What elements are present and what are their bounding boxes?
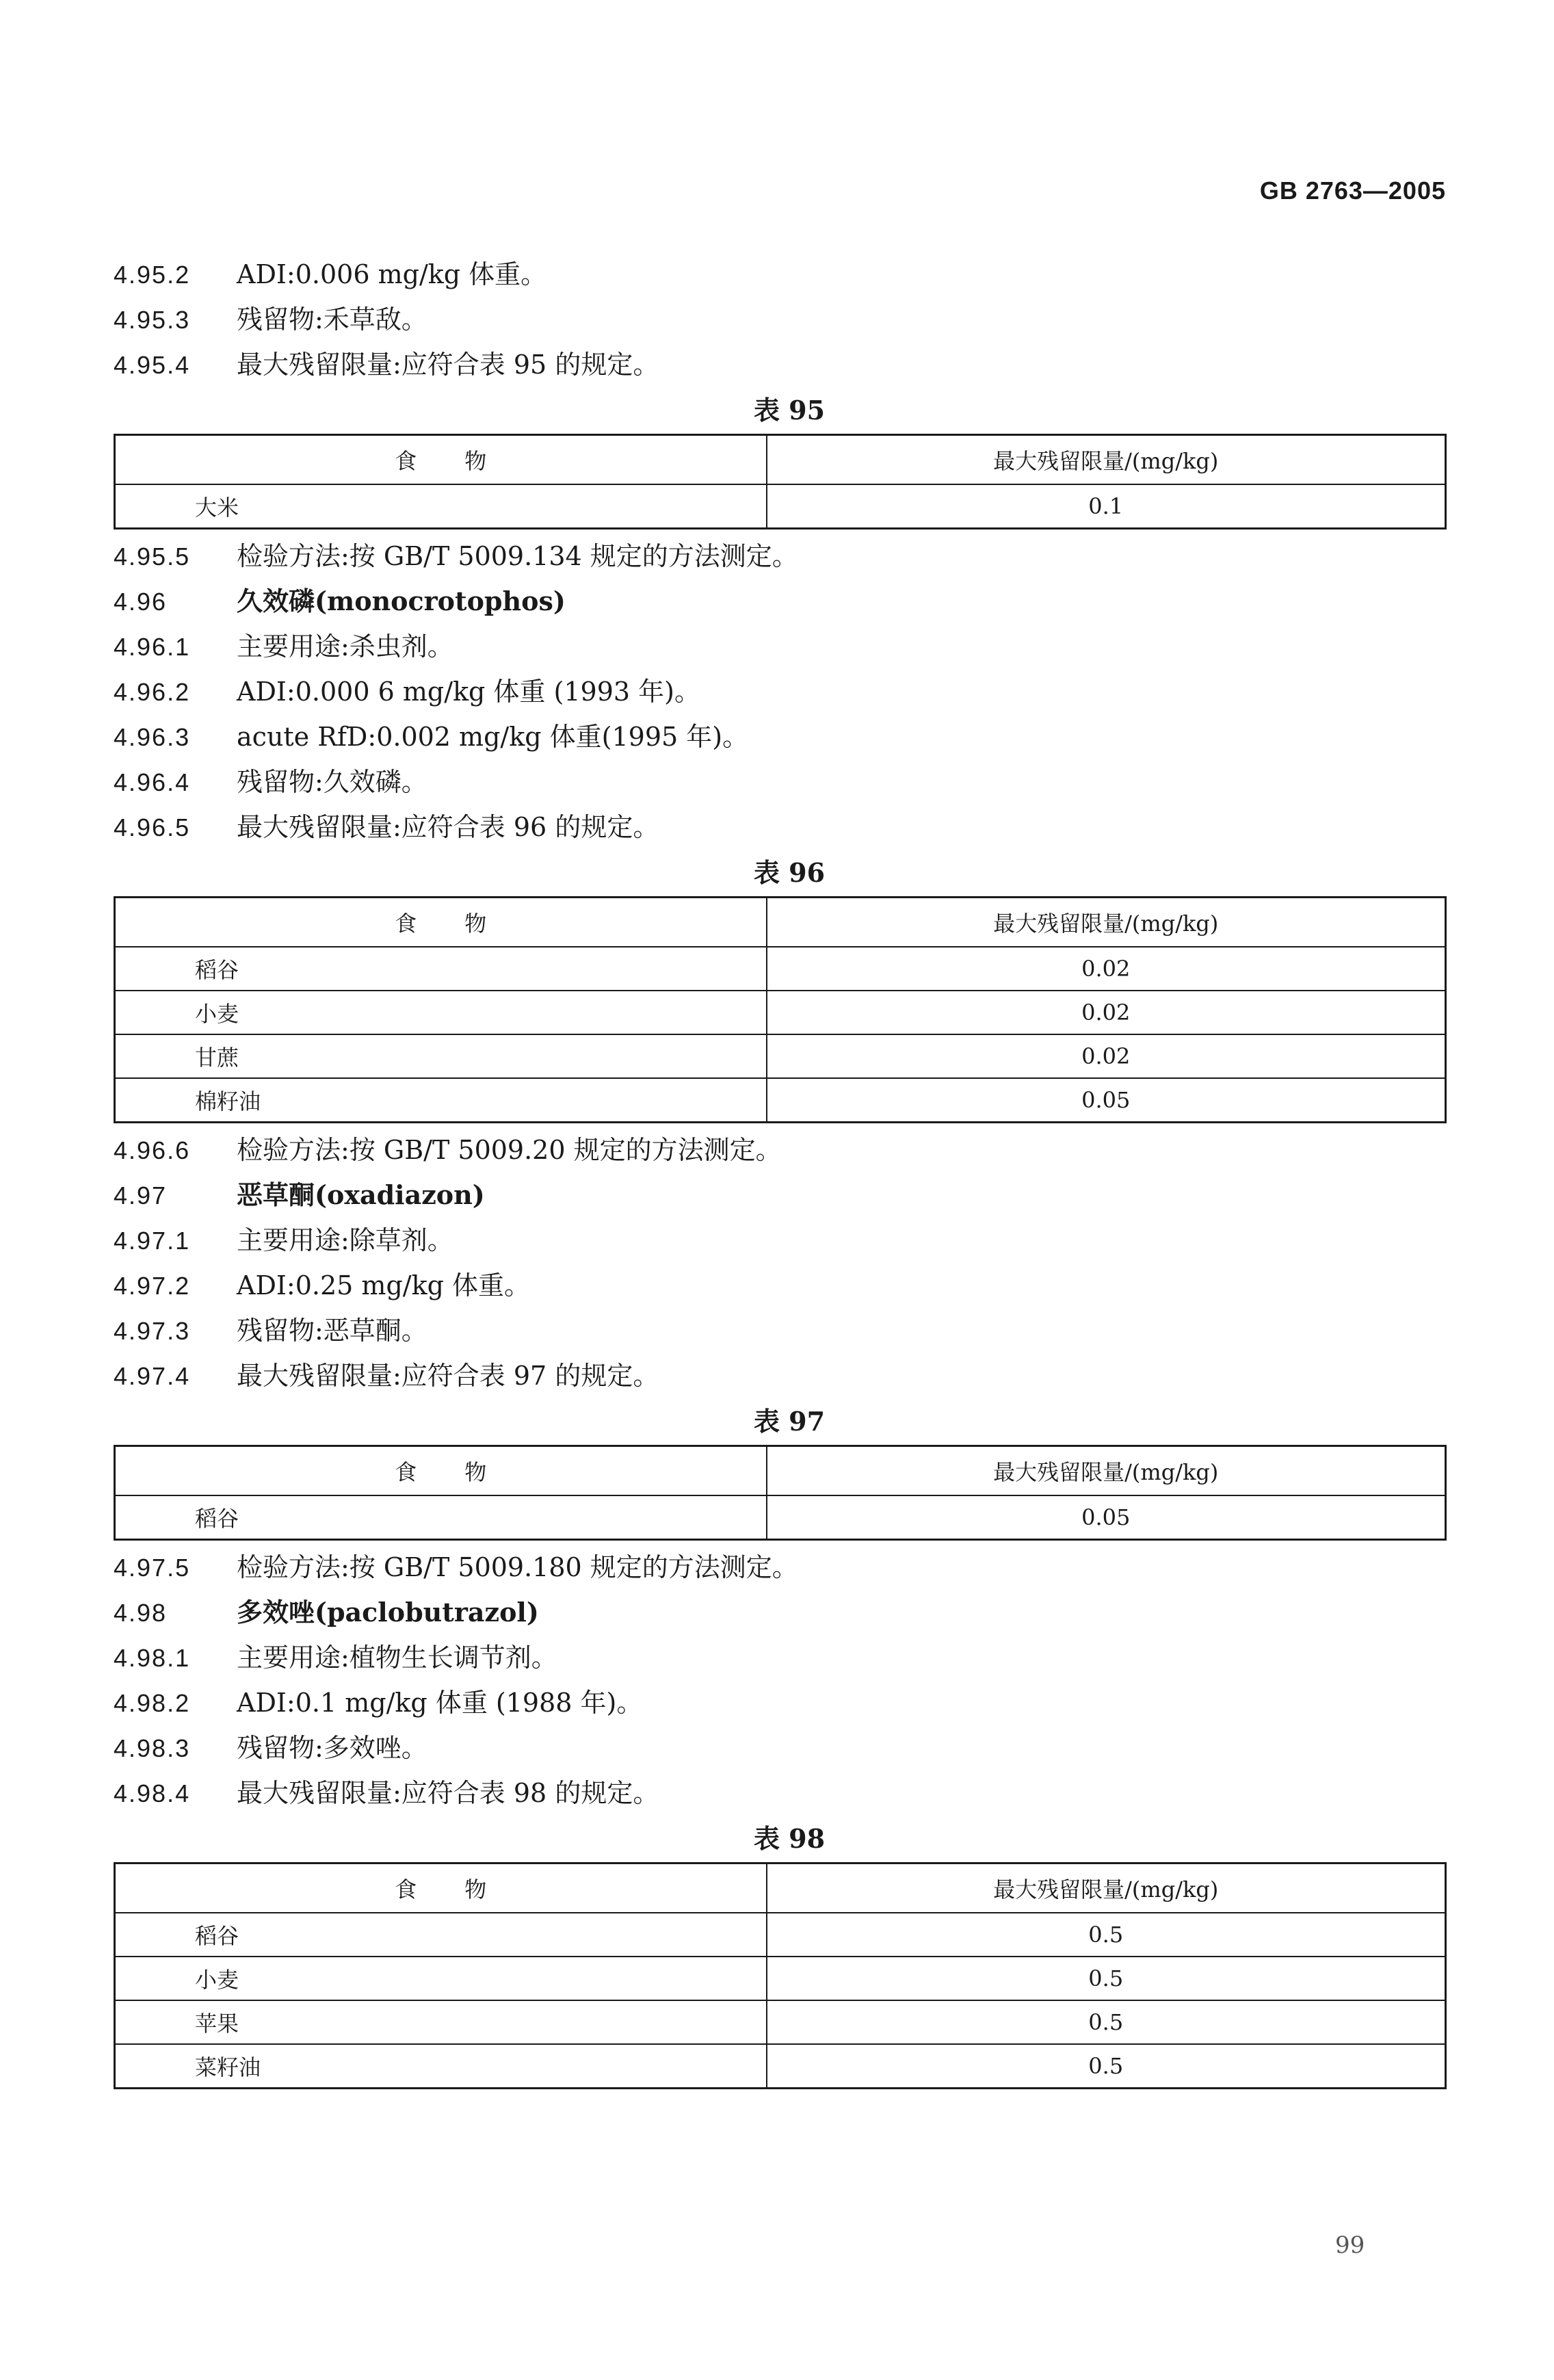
section-number: 4.97 [114, 1181, 168, 1209]
clause-text: 检验方法:按 GB/T 5009.134 规定的方法测定。 [237, 541, 798, 571]
limit-cell: 0.02 [767, 1034, 1446, 1078]
section-heading [114, 1173, 1445, 1218]
table-98-title: 表 98 [753, 1823, 826, 1854]
clause-line [114, 1635, 1445, 1680]
food-column-header: 食物 [115, 435, 767, 485]
clause-number: 4.97.3 [114, 1317, 191, 1345]
clause-number: 4.96.4 [114, 768, 191, 796]
table-row [115, 2000, 1446, 2044]
limit-column-header: 最大残留限量/(mg/kg) [767, 435, 1446, 485]
clause-text: acute RfD:0.002 mg/kg 体重(1995 年)。 [237, 722, 749, 752]
clause-text: 主要用途:杀虫剂。 [237, 631, 453, 662]
table-row [115, 1913, 1446, 1957]
limit-cell: 0.5 [767, 1957, 1446, 2000]
food-cell: 稻谷 [115, 1495, 767, 1540]
table-97-title: 表 97 [753, 1406, 826, 1437]
table-row [115, 1495, 1446, 1540]
clause-line [114, 1127, 1445, 1173]
clause-line [114, 1353, 1445, 1398]
standard-header: GB 2763—2005 [1259, 176, 1446, 205]
food-cell: 小麦 [115, 991, 767, 1034]
clause-text: 残留物:禾草敌。 [237, 304, 427, 335]
clause-text: 残留物:多效唑。 [237, 1733, 427, 1763]
limit-cell: 0.5 [767, 2000, 1446, 2044]
table-96-title: 表 96 [753, 857, 826, 888]
table-98 [114, 1862, 1447, 2089]
clause-line [114, 759, 1445, 805]
limit-cell: 0.1 [767, 484, 1446, 529]
limit-cell: 0.05 [767, 1495, 1446, 1540]
clause-text: 主要用途:除草剂。 [237, 1225, 453, 1255]
clause-text: ADI:0.1 mg/kg 体重 (1988 年)。 [237, 1688, 643, 1718]
clause-line [114, 669, 1445, 714]
food-cell: 菜籽油 [115, 2044, 767, 2089]
document-body [114, 252, 1445, 2093]
clause-text: 残留物:恶草酮。 [237, 1316, 427, 1346]
clause-number: 4.95.3 [114, 306, 191, 334]
limit-cell: 0.5 [767, 2044, 1446, 2089]
table-header-row [115, 1864, 1446, 1913]
clause-number: 4.96.6 [114, 1136, 191, 1164]
clause-line [114, 252, 1445, 297]
clause-text: 最大残留限量:应符合表 96 的规定。 [237, 812, 659, 842]
table-97 [114, 1445, 1447, 1541]
food-cell: 甘蔗 [115, 1034, 767, 1078]
clause-line [114, 1680, 1445, 1725]
table-95 [114, 434, 1447, 529]
table-header-row [115, 435, 1446, 485]
clause-number: 4.96.1 [114, 633, 191, 661]
clause-number: 4.97.2 [114, 1272, 191, 1300]
food-cell: 苹果 [115, 2000, 767, 2044]
clause-line [114, 624, 1445, 669]
clause-number: 4.98.2 [114, 1689, 191, 1717]
clause-text: 检验方法:按 GB/T 5009.20 规定的方法测定。 [237, 1135, 782, 1165]
food-column-header: 食物 [115, 1864, 767, 1913]
food-cell: 棉籽油 [115, 1078, 767, 1123]
clause-line [114, 534, 1445, 579]
food-cell: 稻谷 [115, 947, 767, 991]
section-number: 4.96 [114, 588, 168, 616]
clause-line [114, 1770, 1445, 1816]
section-title: 多效唑(paclobutrazol) [237, 1597, 539, 1627]
limit-column-header: 最大残留限量/(mg/kg) [767, 1864, 1446, 1913]
clause-line [114, 1725, 1445, 1770]
clause-number: 4.97.1 [114, 1227, 191, 1255]
table-row [115, 2044, 1446, 2089]
clause-text: ADI:0.25 mg/kg 体重。 [237, 1270, 531, 1300]
limit-column-header: 最大残留限量/(mg/kg) [767, 898, 1446, 947]
clause-text: 主要用途:植物生长调节剂。 [237, 1643, 557, 1673]
clause-number: 4.95.4 [114, 351, 191, 379]
clause-number: 4.95.5 [114, 542, 191, 571]
table-header-row [115, 1446, 1446, 1496]
clause-line [114, 714, 1445, 759]
limit-column-header: 最大残留限量/(mg/kg) [767, 1446, 1446, 1496]
clause-line [114, 1545, 1445, 1590]
table-row [115, 991, 1446, 1034]
clause-text: ADI:0.006 mg/kg 体重。 [237, 259, 547, 289]
table-row [115, 1957, 1446, 2000]
clause-line [114, 342, 1445, 387]
clause-number: 4.98.3 [114, 1734, 191, 1762]
section-number: 4.98 [114, 1599, 168, 1627]
clause-line [114, 1263, 1445, 1308]
clause-line [114, 1308, 1445, 1353]
clause-number: 4.96.3 [114, 723, 191, 751]
clause-line [114, 1218, 1445, 1263]
clause-number: 4.96.2 [114, 678, 191, 706]
section-title: 恶草酮(oxadiazon) [237, 1179, 485, 1210]
clause-line [114, 297, 1445, 342]
food-column-header: 食物 [115, 1446, 767, 1496]
section-heading [114, 1590, 1445, 1635]
table-row [115, 1078, 1446, 1123]
clause-number: 4.98.1 [114, 1644, 191, 1672]
clause-number: 4.98.4 [114, 1779, 191, 1807]
clause-text: 最大残留限量:应符合表 95 的规定。 [237, 350, 659, 380]
clause-number: 4.97.4 [114, 1362, 191, 1390]
clause-text: ADI:0.000 6 mg/kg 体重 (1993 年)。 [237, 677, 700, 707]
section-title: 久效磷(monocrotophos) [237, 586, 566, 616]
clause-text: 检验方法:按 GB/T 5009.180 规定的方法测定。 [237, 1552, 798, 1582]
food-cell: 稻谷 [115, 1913, 767, 1957]
clause-number: 4.97.5 [114, 1554, 191, 1582]
limit-cell: 0.02 [767, 947, 1446, 991]
section-heading [114, 579, 1445, 624]
table-row [115, 947, 1446, 991]
food-cell: 大米 [115, 484, 767, 529]
page-number: 99 [1335, 2232, 1365, 2259]
food-column-header: 食物 [115, 898, 767, 947]
clause-line [114, 805, 1445, 850]
clause-text: 最大残留限量:应符合表 98 的规定。 [237, 1778, 659, 1808]
table-row [115, 1034, 1446, 1078]
clause-number: 4.95.2 [114, 261, 191, 289]
clause-number: 4.96.5 [114, 813, 191, 841]
table-95-title: 表 95 [753, 395, 826, 426]
table-96 [114, 896, 1447, 1123]
table-header-row [115, 898, 1446, 947]
limit-cell: 0.5 [767, 1913, 1446, 1957]
clause-text: 残留物:久效磷。 [237, 767, 427, 797]
food-cell: 小麦 [115, 1957, 767, 2000]
limit-cell: 0.02 [767, 991, 1446, 1034]
table-row [115, 484, 1446, 529]
clause-text: 最大残留限量:应符合表 97 的规定。 [237, 1361, 659, 1391]
limit-cell: 0.05 [767, 1078, 1446, 1123]
